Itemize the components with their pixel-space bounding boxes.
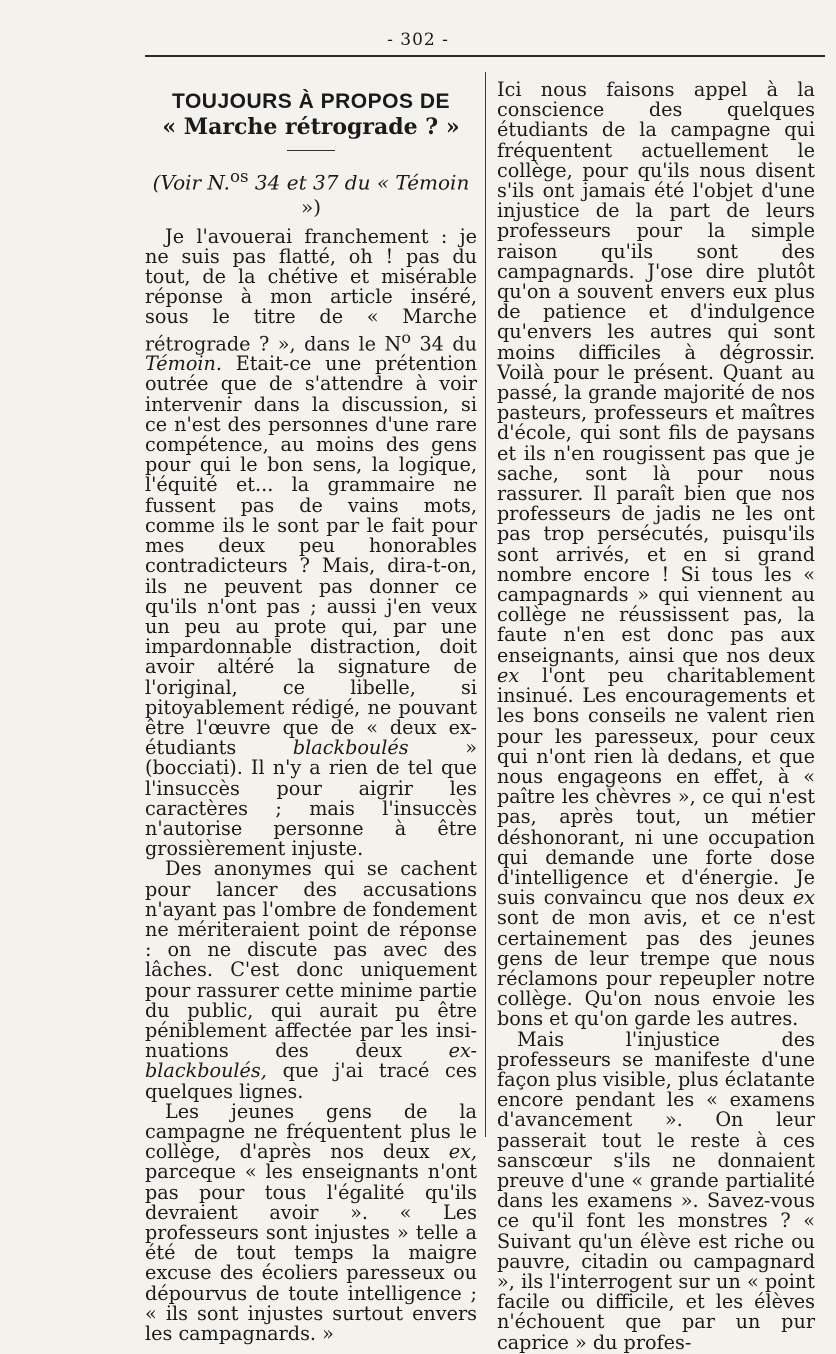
paragraph: Les jeunes gens de la campagne ne fréquentent plus le collège, d'après nos deux ex, parceque « les enseignants n'ont pas pour tous l'égalité qu'ils devraient avoir ». « Les professeurs sont injustes » telle a été de tout temps la maigre excuse des écoliers paresseux ou dépourvus de toute intelligence ; « ils sont injustes surtout envers les campagnards. » <box>145 1099 477 1346</box>
article-reference <box>145 165 477 219</box>
paragraph: Des anonymes qui se cachent pour lancer des accusations n'ayant pas l'ombre de fondement ne mériteraient point de réponse : on ne discute pas avec des lâches. C'est donc uniquement pour rassurer cette minime partie du public, qui aurait pu être péniblement affectée par les insinuations des deux ex-blackboulés, que j'ai tracé ces quelques lignes. <box>145 857 477 1103</box>
article-title-line1: TOUJOURS À PROPOS DE <box>172 90 450 113</box>
page-number: - 302 - <box>387 30 449 50</box>
reference-prefix: (Voir N. <box>152 170 230 195</box>
header-rule <box>145 55 825 57</box>
paragraph: Mais l'injustice des professeurs se manifeste d'une façon plus visible, plus éclatante encore pendant les « examens d'avancement ». On leur passerait tout le reste à ces sanscœur s'ils ne donnaient preuve d'une « grande partialité dans les examens ». Savez-vous ce qu'il font les monstres ? « Suivant qu'un élève est riche ou pauvre, citadin ou campagnard », ils l'interrogent sur un « point facile ou difficile, et les élèves n'échouent que par un pur caprice » du profes- <box>497 1027 815 1354</box>
reference-journal: Témoin <box>395 170 470 195</box>
reference-superscript: os <box>230 167 249 186</box>
reference-middle: 34 et 37 du « <box>248 170 396 195</box>
title-ornament-rule <box>287 150 335 151</box>
reference-suffix: ») <box>300 194 322 219</box>
right-column <box>497 80 815 1353</box>
paragraph: Je l'avouerai franchement : je ne suis pas flatté, oh ! pas du tout, de la chétive et misérable réponse à mon article inséré, sous le titre de « Marche rétrograde ? », dans le $N^o$ 34 du Témoin. Etait-ce une prétention outrée que de s'attendre à voir intervenir dans la discussion, si ce n'est des personnes d'une rare compétence, au moins des gens pour qui le bon sens, la logique, l'équité et... la grammaire ne fussent pas de vains mots, comme ils le sont par le fait pour mes deux peu honorables contradicteurs ? Mais, dira-t-on, ils ne peuvent pas donner ce qu'ils n'ont pas ; aussi j'en veux un peu au prote qui, par une impardonnable distraction, doit avoir altéré la signature de l'original, ce libelle, si pitoyablement rédigé, ne pouvant être l'œuvre que de « deux ex-étudiants blackboulés » (bocciati). Il n'y a rien de tel que l'insuccès pour aigrir les caractères ; mais l'insuccès n'autorise personne à être grossièrement injuste. <box>145 224 477 861</box>
left-column <box>145 80 477 1344</box>
paragraph: Ici nous faisons appel à la conscience des quelques étudiants de la campagne qui fréquentent actuellement le collège, pour qu'ils nous disent s'ils ont jamais été l'objet d'une injustice de la part de leurs professeurs pour la simple raison qu'ils sont des campagnards. J'ose dire plutôt qu'on a souvent envers eux plus de patience et d'indulgence qu'envers les autres qui sont moins difficiles à dégrossir. Voilà pour le présent. Quant au passé, la grande majorité de nos pasteurs, professeurs et maîtres d'école, qui sont fils de paysans et ils n'en rougissent pas que je sache, sont là pour nous rassurer. Il paraît bien que nos professeurs de jadis ne les ont pas trop persécutés, puisqu'ils sont arrivés, et en si grand nombre encore ! Si tous les « campagnards » qui viennent au collège ne réussissent pas, la faute n'en est donc pas aux enseignants, ainsi que nos deux ex l'ont peu charitablement insinué. Les encouragements et les bons conseils ne valent rien pour les paresseux, pour ceux qui n'ont rien là dedans, et que nous engageons en effet, à « paître les chèvres », ce qui n'est pas, après tout, un métier déshonorant, ni une occupation qui demande une forte dose d'intelligence et d'énergie. Je suis convaincu que nos deux ex sont de mon avis, et ce n'est certainement pas des jeunes gens de leur trempe que nous réclamons pour repeupler notre collège. Qu'on nous envoie les bons et qu'on garde les autres. <box>497 78 815 1031</box>
column-divider <box>485 72 486 1137</box>
article-title-line2: « Marche rétrograde ? » <box>162 114 460 140</box>
